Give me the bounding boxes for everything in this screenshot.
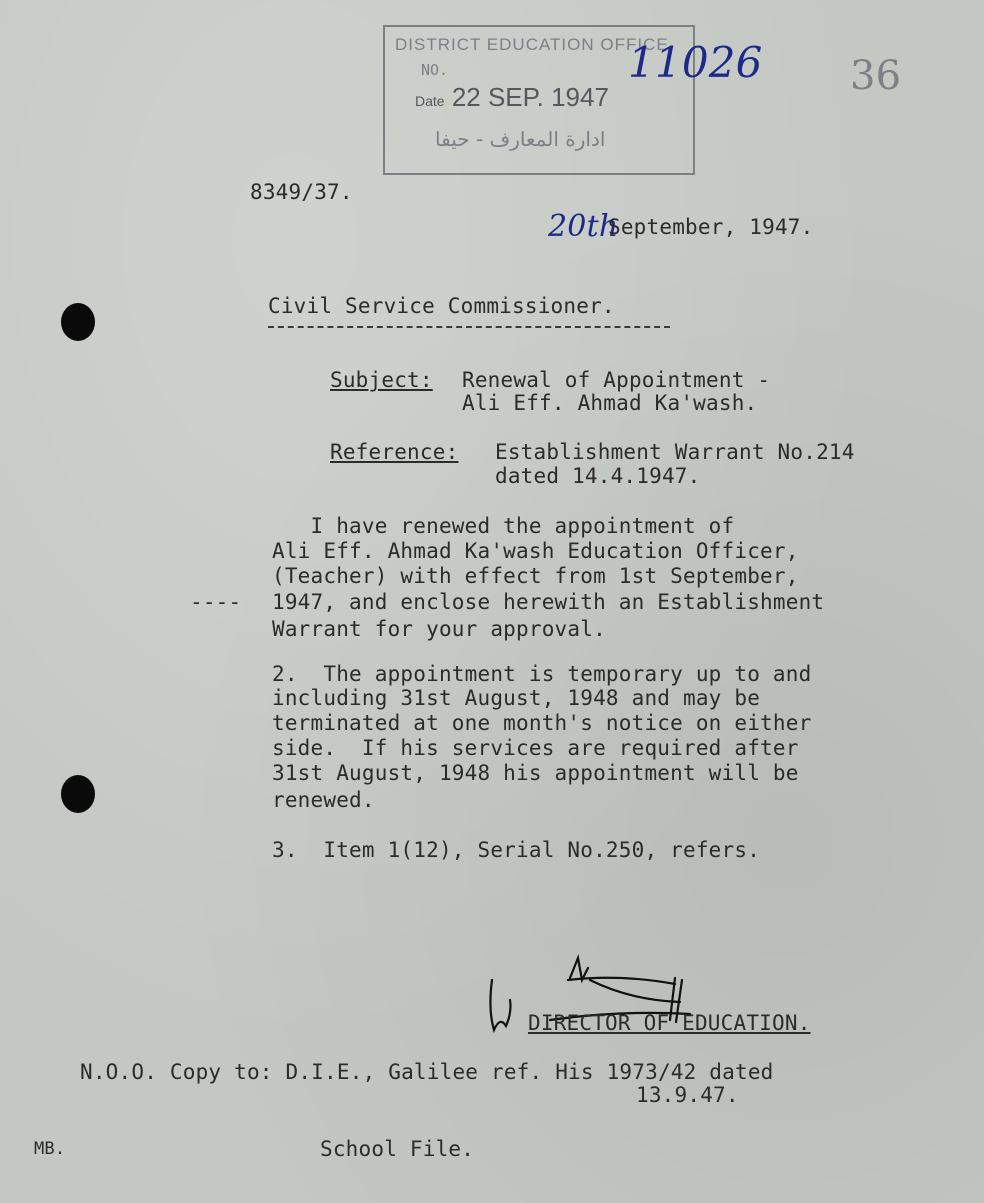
addressee-underline bbox=[268, 326, 670, 328]
para1-line-1: I have renewed the appointment of bbox=[272, 514, 735, 538]
handwritten-day: 20th bbox=[548, 209, 619, 244]
stamp-office: DISTRICT EDUCATION OFFICE bbox=[395, 35, 669, 54]
para2-line-4: side. If his services are required after bbox=[272, 736, 799, 760]
punch-hole-top bbox=[61, 303, 95, 341]
reference-number: 8349/37. bbox=[250, 180, 353, 204]
stamp-line2: NO. bbox=[421, 61, 449, 79]
subject-line-1: Renewal of Appointment - bbox=[462, 368, 771, 392]
copy-to-line-1: N.O.O. Copy to: D.I.E., Galilee ref. His 1973/42 dated bbox=[80, 1060, 774, 1084]
para1-line-4: 1947, and enclose herewith an Establishment bbox=[272, 590, 825, 614]
school-file: School File. bbox=[320, 1137, 475, 1161]
addressee: Civil Service Commissioner. bbox=[268, 294, 615, 318]
reference-line-2: dated 14.4.1947. bbox=[495, 464, 701, 488]
para1-line-2: Ali Eff. Ahmad Ka'wash Education Officer, bbox=[272, 539, 799, 563]
stamp-date: Date 22 SEP. 1947 bbox=[415, 82, 609, 112]
handwritten-file-number: 11026 bbox=[628, 38, 763, 87]
reference-label: Reference: bbox=[330, 440, 459, 464]
subject-label: Subject: bbox=[330, 368, 433, 392]
para2-line-1: 2. The appointment is temporary up to and bbox=[272, 662, 812, 686]
para2-line-6: renewed. bbox=[272, 788, 375, 812]
letter-date: September, 1947. bbox=[608, 215, 814, 239]
typist-initials: MB. bbox=[34, 1139, 66, 1159]
subject-line-2: Ali Eff. Ahmad Ka'wash. bbox=[462, 391, 758, 415]
para2-line-2: including 31st August, 1948 and may be bbox=[272, 686, 761, 710]
stamp-arabic: ادارة المعارف - حيفا bbox=[435, 127, 606, 151]
para2-line-3: terminated at one month's notice on either bbox=[272, 711, 812, 735]
punch-hole-bottom bbox=[61, 775, 95, 813]
para3: 3. Item 1(12), Serial No.250, refers. bbox=[272, 838, 761, 862]
para2-line-5: 31st August, 1948 his appointment will be bbox=[272, 761, 799, 785]
handwritten-page-number: 36 bbox=[850, 53, 902, 99]
para1-line-3: (Teacher) with effect from 1st September, bbox=[272, 564, 799, 588]
para1-line-5: Warrant for your approval. bbox=[272, 617, 606, 641]
para1-margin-mark: ---- bbox=[190, 590, 242, 614]
signatory-title: DIRECTOR OF EDUCATION. bbox=[528, 1011, 811, 1035]
copy-to-line-2: 13.9.47. bbox=[636, 1083, 739, 1107]
reference-line-1: Establishment Warrant No.214 bbox=[495, 440, 855, 464]
